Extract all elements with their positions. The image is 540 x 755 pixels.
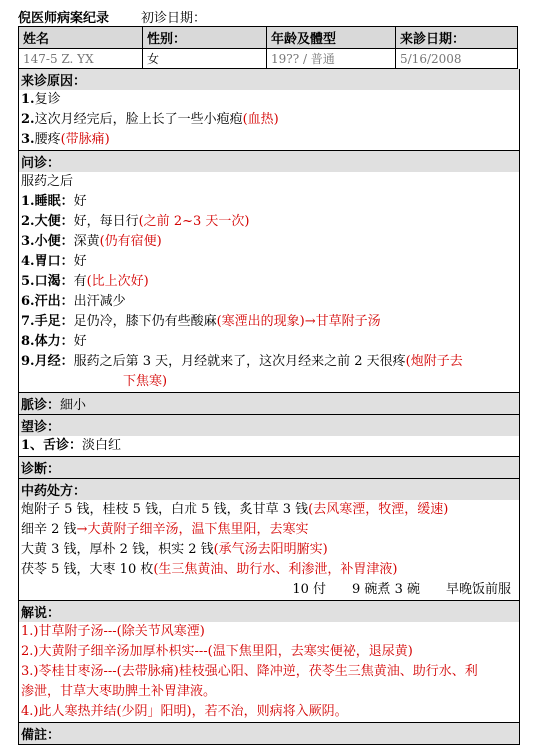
- patient-info-table: [18, 26, 518, 69]
- record-title: 倪医师病案纪录: [18, 10, 110, 26]
- name-header: 姓名: [19, 27, 143, 49]
- pulse-row: [19, 393, 519, 414]
- patient-sex: 女: [143, 49, 267, 69]
- prescription-title: 中药处方：: [19, 479, 519, 500]
- inquiry-item: 3.小便：深黄(仍有宿便): [21, 234, 162, 249]
- look-section: [18, 415, 520, 457]
- look-title: 望诊：: [19, 415, 519, 436]
- prescription-line: 大黄 3 钱，厚朴 2 钱，枳实 2 钱(承气汤去阳明腑实): [21, 542, 328, 557]
- inquiry-item: 4.胃口：好: [21, 254, 87, 269]
- first-visit-date-label: 初诊日期：: [141, 10, 207, 26]
- case-record: [18, 6, 538, 745]
- visit-date: 5/16/2008: [396, 49, 518, 69]
- explanation-section: [18, 601, 520, 723]
- pulse-section: [18, 393, 520, 415]
- inquiry-item: 7.手足：足仍冷，膝下仍有些酸麻(寒湮出的现象)→甘草附子汤: [21, 314, 381, 329]
- reason-item: 1.复诊: [21, 92, 61, 107]
- record-header: [18, 6, 538, 26]
- sex-header: 性别：: [143, 27, 267, 49]
- prescription-line: 细辛 2 钱→大黄附子细辛汤，温下焦里阳，去寒实: [21, 522, 309, 537]
- inquiry-title: 问诊：: [19, 151, 519, 172]
- diagnosis-title: 诊断：: [19, 457, 519, 478]
- pulse-title: 脈诊：: [21, 398, 61, 413]
- inquiry-item: 1.睡眠：好: [21, 194, 87, 209]
- reason-item: 3.腰疼(带脉痛): [21, 132, 110, 147]
- dosage-line: [21, 580, 517, 600]
- pulse-text: 細小: [60, 398, 87, 413]
- inquiry-item: 9.月经：服药之后第 3 天，月经就来了，这次月经来之前 2 天很疼(炮附子去: [21, 354, 463, 369]
- diagnosis-section: [18, 457, 520, 479]
- inquiry-item: 2.大便：好，每日行(之前 2~3 天一次): [21, 214, 250, 229]
- dosage-packets: 10 付: [292, 582, 327, 597]
- inquiry-item: 8.体力：好: [21, 334, 87, 349]
- inquiry-item: 6.汗出：出汗减少: [21, 294, 126, 309]
- dosage-timing: 早晚饭前服: [445, 582, 511, 597]
- prescription-section: [18, 479, 520, 601]
- explanation-item: 1.)甘草附子汤---(除关节风寒湮): [21, 624, 205, 639]
- explanation-item: 2.)大黄附子细辛汤加厚朴枳实---(温下焦里阳，去寒实便祕，退尿黄): [21, 644, 413, 659]
- age-build-header: 年龄及體型: [267, 27, 396, 49]
- explanation-item-continuation: 渗泄，甘草大枣助脾土补胃津液。: [21, 684, 217, 699]
- prescription-line: 炮附子 5 钱，桂枝 5 钱，白朮 5 钱，炙甘草 3 钱(去风寒湮，牧湮，缓速): [21, 502, 449, 517]
- dosage-boil: 9 碗煮 3 碗: [352, 582, 420, 597]
- prescription-line: 茯苓 5 钱，大枣 10 枚(生三焦黄油、助行水、利渗泄，补胃津液): [21, 562, 398, 577]
- info-header-row: [19, 27, 518, 49]
- inquiry-intro: 服药之后: [21, 174, 74, 189]
- visit-date-header: 来診日期：: [396, 27, 518, 49]
- explanation-item: 3.)苓桂甘枣汤---(去带脉痛)桂枝强心阳、降冲逆，茯苓生三焦黄油、助行水、利: [21, 664, 478, 679]
- patient-age-build: 19?? / 普通: [267, 49, 396, 69]
- reason-section: [18, 69, 520, 151]
- reason-title: 来诊原因：: [19, 69, 519, 90]
- inquiry-item: 5.口渴：有(比上次好): [21, 274, 149, 289]
- inquiry-section: [18, 151, 520, 393]
- inquiry-item-continuation: 下焦寒): [123, 374, 168, 389]
- notes-section: [18, 723, 520, 745]
- notes-title: 備註：: [19, 723, 519, 744]
- patient-id: 147-5 Z. YX: [19, 49, 143, 69]
- explanation-item: 4.)此人寒热并结(少阴」阳明)，若不治，则病将入厥阴。: [21, 704, 348, 719]
- info-value-row: [19, 49, 518, 69]
- explanation-title: 解说：: [19, 601, 519, 622]
- tongue-diagnosis: 1、舌诊：淡白红: [21, 438, 122, 453]
- reason-item: 2.这次月经完后，脸上长了一些小疱疱(血热): [21, 112, 279, 127]
